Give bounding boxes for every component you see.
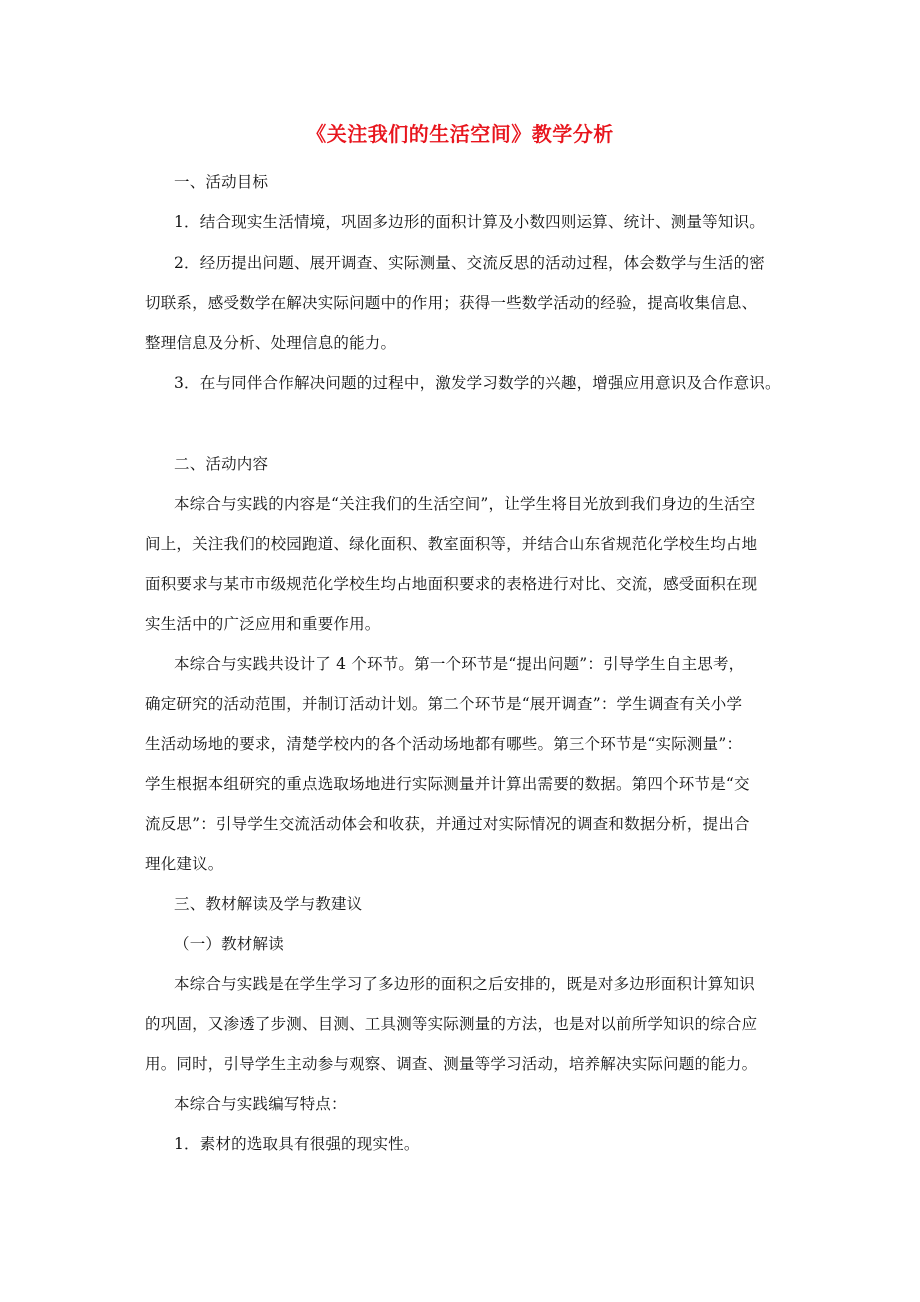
reading-p1-line-2: 的巩固，又渗透了步测、目测、工具测等实际测量的方法，也是对以前所学知识的综合应 [145,1015,758,1033]
content-p1-line-1: 本综合与实践的内容是“关注我们的生活空间”，让学生将目光放到我们身边的生活空 [174,495,756,513]
subheading-textbook-reading: （一）教材解读 [174,935,284,953]
heading-textbook-analysis: 三、教材解读及学与教建议 [174,895,363,913]
goal-2-line-3: 整理信息及分析、处理信息的能力。 [145,334,397,352]
content-p2-line-6: 理化建议。 [145,855,224,873]
content-p1-line-2: 间上，关注我们的校园跑道、绿化面积、教室面积等，并结合山东省规范化学校生均占地 [145,535,758,553]
document-title: 《关注我们的生活空间》教学分析 [306,122,614,146]
content-p2-line-1: 本综合与实践共设计了 4 个环节。第一个环节是“提出问题”：引导学生自主思考， [174,655,745,673]
feature-1: 1．素材的选取具有很强的现实性。 [174,1135,420,1153]
heading-activity-content: 二、活动内容 [174,455,269,473]
content-p1-line-4: 实生活中的广泛应用和重要作用。 [145,615,381,633]
heading-activity-goals: 一、活动目标 [174,173,269,191]
goal-2-line-1: 2．经历提出问题、展开调查、实际测量、交流反思的活动过程，体会数学与生活的密 [174,254,765,272]
goal-2-line-2: 切联系，感受数学在解决实际问题中的作用；获得一些数学活动的经验，提高收集信息、 [145,294,758,312]
reading-p1-line-1: 本综合与实践是在学生学习了多边形的面积之后安排的，既是对多边形面积计算知识 [174,975,755,993]
content-p2-line-3: 生活动场地的要求，清楚学校内的各个活动场地都有哪些。第三个环节是“实际测量”： [145,735,743,753]
features-intro: 本综合与实践编写特点： [174,1095,347,1113]
goal-3: 3．在与同伴合作解决问题的过程中，激发学习数学的兴趣，增强应用意识及合作意识。 [174,374,781,392]
content-p2-line-4: 学生根据本组研究的重点选取场地进行实际测量并计算出需要的数据。第四个环节是“交 [145,775,750,793]
reading-p1-line-3: 用。同时，引导学生主动参与观察、调查、测量等学习活动，培养解决实际问题的能力。 [145,1055,758,1073]
content-p1-line-3: 面积要求与某市市级规范化学校生均占地面积要求的表格进行对比、交流，感受面积在现 [145,575,758,593]
content-p2-line-2: 确定研究的活动范围，并制订活动计划。第二个环节是“展开调查”：学生调查有关小学 [145,695,743,713]
content-p2-line-5: 流反思”：引导学生交流活动体会和收获，并通过对实际情况的调查和数据分析，提出合 [145,815,750,833]
goal-1: 1．结合现实生活情境，巩固多边形的面积计算及小数四则运算、统计、测量等知识。 [174,213,765,231]
